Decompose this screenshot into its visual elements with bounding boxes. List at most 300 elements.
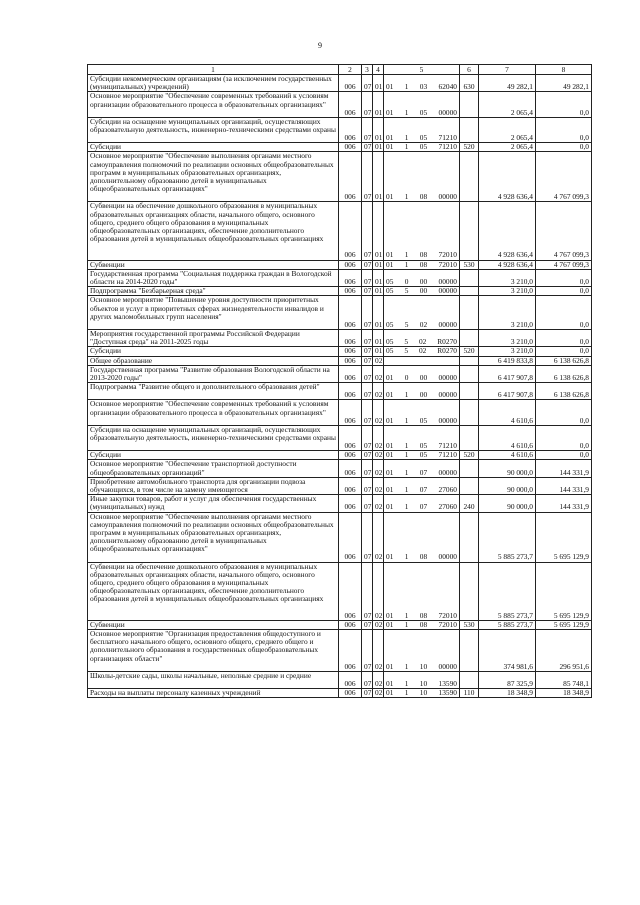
target-article-code — [386, 321, 457, 329]
table-row — [88, 269, 592, 286]
row-name-cell: Субсидии — [88, 347, 339, 356]
section-cell: 07 — [362, 620, 373, 629]
target-article-part: 01 — [386, 688, 394, 697]
target-article-part: 27060 — [438, 502, 457, 512]
row-name-cell: Субвенции на обеспечение дошкольного образования в муниципальных образовательных организациях области, начального общего, основного общего, среднего общего образования в муниципальных общеобразовательных организациях, обеспечение дополнительного образования детей в муниципальных общеобразовательных организациях — [88, 202, 339, 260]
amount-year1-cell: 4 610,6 — [479, 400, 536, 425]
target-article-part: 1 — [404, 484, 409, 494]
grbs-cell: 006 — [339, 477, 362, 494]
table-row — [88, 143, 592, 152]
amount-year2-cell: 4 767 099,3 — [536, 202, 592, 260]
section-cell: 07 — [362, 425, 373, 450]
section-cell: 07 — [362, 296, 373, 330]
subsection-cell: 01 — [373, 152, 384, 202]
target-article-code — [386, 391, 457, 399]
target-article-code — [386, 503, 457, 511]
target-article-code — [386, 134, 457, 142]
target-article-cell — [384, 287, 460, 296]
target-article-part: 13590 — [438, 678, 457, 688]
grbs-cell: 006 — [339, 75, 362, 92]
target-article-part: 1 — [404, 661, 409, 671]
table-row — [88, 451, 592, 460]
target-article-part: 00000 — [438, 390, 457, 400]
section-cell: 07 — [362, 495, 373, 512]
expense-type-cell — [460, 383, 479, 400]
target-article-part: 1 — [404, 260, 409, 269]
target-article-part: 01 — [386, 484, 394, 494]
target-article-cell — [384, 688, 460, 697]
header-cell: 8 — [536, 65, 592, 75]
target-article-cell — [384, 143, 460, 152]
target-article-part: 1 — [404, 132, 409, 142]
section-cell: 07 — [362, 260, 373, 269]
expense-type-cell: 240 — [460, 495, 479, 512]
target-article-part: 1 — [404, 678, 409, 688]
target-article-code — [386, 374, 457, 382]
target-article-part: 00000 — [438, 661, 457, 671]
grbs-cell: 006 — [339, 92, 362, 117]
subsection-cell: 01 — [373, 296, 384, 330]
target-article-cell — [384, 400, 460, 425]
row-name-cell: Субвенции на обеспечение дошкольного образования в муниципальных образовательных организациях области, начального общего, основного общего, среднего общего образования в муниципальных общеобразовательных организациях, обеспечение дополнительного образования детей в муниципальных общеобразовательных организациях — [88, 562, 339, 620]
target-article-cell — [384, 460, 460, 477]
amount-year2-cell: 0,0 — [536, 143, 592, 152]
amount-year1-cell: 5 885 273,7 — [479, 562, 536, 620]
amount-year2-cell: 5 695 129,9 — [536, 512, 592, 562]
table-row — [88, 562, 592, 620]
target-article-part: 72010 — [438, 260, 457, 269]
grbs-cell: 006 — [339, 152, 362, 202]
target-article-part: 01 — [386, 390, 394, 400]
target-article-part: 05 — [386, 286, 394, 296]
row-name-cell: Субвенции — [88, 620, 339, 629]
table-row — [88, 347, 592, 356]
amount-year1-cell: 18 348,9 — [479, 688, 536, 697]
row-name-cell: Государственная программа "Социальная поддержка граждан в Вологодской области на 2014-2020 годы" — [88, 269, 339, 286]
target-article-part: 01 — [386, 502, 394, 512]
amount-year2-cell: 0,0 — [536, 92, 592, 117]
target-article-part: 00000 — [438, 467, 457, 477]
grbs-cell: 006 — [339, 329, 362, 346]
amount-year1-cell: 2 065,4 — [479, 117, 536, 142]
target-article-part: 10 — [419, 678, 428, 688]
grbs-cell: 006 — [339, 495, 362, 512]
table-row — [88, 512, 592, 562]
subsection-cell: 01 — [373, 75, 384, 92]
expense-type-cell: 520 — [460, 451, 479, 460]
target-article-part: R0270 — [437, 346, 457, 356]
amount-year1-cell: 4 610,6 — [479, 451, 536, 460]
amount-year2-cell: 0,0 — [536, 329, 592, 346]
target-article-part: 05 — [419, 415, 428, 425]
expense-type-cell — [460, 629, 479, 671]
target-article-part: 1 — [404, 552, 409, 562]
section-cell: 07 — [362, 329, 373, 346]
target-article-part: 10 — [419, 661, 428, 671]
target-article-part: R0270 — [437, 337, 457, 347]
expense-type-cell — [460, 671, 479, 688]
header-cell: 5 — [384, 65, 460, 75]
table-row — [88, 365, 592, 382]
target-article-cell — [384, 383, 460, 400]
grbs-cell: 006 — [339, 202, 362, 260]
section-cell: 07 — [362, 202, 373, 260]
expense-type-cell — [460, 152, 479, 202]
table-row — [88, 400, 592, 425]
target-article-part: 00000 — [438, 276, 457, 286]
row-name-cell: Субсидии — [88, 143, 339, 152]
grbs-cell: 006 — [339, 383, 362, 400]
subsection-cell: 01 — [373, 202, 384, 260]
subsection-cell: 02 — [373, 425, 384, 450]
target-article-code — [386, 83, 457, 91]
section-cell: 07 — [362, 287, 373, 296]
header-cell: 4 — [373, 65, 384, 75]
target-article-part: 01 — [386, 415, 394, 425]
section-cell: 07 — [362, 671, 373, 688]
target-article-part: 27060 — [438, 484, 457, 494]
header-cell: 6 — [460, 65, 479, 75]
target-article-code — [386, 621, 457, 629]
table-row — [88, 460, 592, 477]
target-article-part: 1 — [404, 610, 409, 620]
target-article-part: 62040 — [438, 82, 457, 92]
amount-year2-cell: 49 282,1 — [536, 75, 592, 92]
row-name-cell: Основное мероприятие "Обеспечение транспортной доступности общеобразовательных организаций" — [88, 460, 339, 477]
expense-type-cell — [460, 460, 479, 477]
target-article-part: 71210 — [438, 132, 457, 142]
expense-type-cell — [460, 92, 479, 117]
target-article-part: 00000 — [438, 373, 457, 382]
amount-year1-cell: 2 065,4 — [479, 92, 536, 117]
expense-type-cell — [460, 287, 479, 296]
subsection-cell: 01 — [373, 269, 384, 286]
target-article-code — [386, 612, 457, 620]
amount-year1-cell: 4 928 636,4 — [479, 202, 536, 260]
table-row — [88, 92, 592, 117]
expense-type-cell — [460, 329, 479, 346]
section-cell: 07 — [362, 75, 373, 92]
amount-year2-cell: 0,0 — [536, 451, 592, 460]
target-article-part: 01 — [386, 260, 394, 269]
amount-year2-cell: 4 767 099,3 — [536, 152, 592, 202]
amount-year2-cell: 85 748,1 — [536, 671, 592, 688]
subsection-cell: 02 — [373, 495, 384, 512]
target-article-cell — [384, 117, 460, 142]
amount-year2-cell: 0,0 — [536, 269, 592, 286]
amount-year1-cell: 6 419 833,8 — [479, 356, 536, 365]
target-article-part: 01 — [386, 192, 394, 202]
target-article-part: 72010 — [438, 610, 457, 620]
target-article-cell — [384, 347, 460, 356]
row-name-cell: Школы-детские сады, школы начальные, неполные средние и средние — [88, 671, 339, 688]
target-article-cell — [384, 202, 460, 260]
subsection-cell: 01 — [373, 260, 384, 269]
target-article-code — [386, 417, 457, 425]
target-article-part: 00000 — [438, 319, 457, 329]
table-row — [88, 477, 592, 494]
expense-type-cell — [460, 477, 479, 494]
row-name-cell: Основное мероприятие "Повышение уровня доступности приоритетных объектов и услуг в приоритетных сферах жизнедеятельности инвалидов и других маломобильных групп населения" — [88, 296, 339, 330]
target-article-part: 71210 — [438, 450, 457, 460]
header-cell: 1 — [88, 65, 339, 75]
grbs-cell: 006 — [339, 117, 362, 142]
amount-year1-cell: 90 000,0 — [479, 477, 536, 494]
section-cell: 07 — [362, 688, 373, 697]
page-number: 9 — [318, 41, 322, 50]
target-article-part: 00 — [419, 276, 428, 286]
target-article-part: 01 — [386, 450, 394, 460]
target-article-code — [386, 109, 457, 117]
expense-type-cell — [460, 425, 479, 450]
target-article-cell — [384, 365, 460, 382]
amount-year1-cell: 90 000,0 — [479, 495, 536, 512]
grbs-cell: 006 — [339, 260, 362, 269]
amount-year2-cell: 5 695 129,9 — [536, 562, 592, 620]
table-row — [88, 383, 592, 400]
grbs-cell: 006 — [339, 365, 362, 382]
subsection-cell: 02 — [373, 383, 384, 400]
expense-type-cell — [460, 296, 479, 330]
target-article-part: 1 — [404, 390, 409, 400]
target-article-part: 1 — [404, 502, 409, 512]
target-article-code — [386, 287, 457, 295]
table-row — [88, 75, 592, 92]
row-name-cell: Расходы на выплаты персоналу казенных учреждений — [88, 688, 339, 697]
target-article-cell — [384, 451, 460, 460]
target-article-part: 01 — [386, 467, 394, 477]
row-name-cell: Подпрограмма "Безбарьерная среда" — [88, 287, 339, 296]
target-article-part: 1 — [404, 688, 409, 697]
amount-year2-cell: 144 331,9 — [536, 495, 592, 512]
target-article-cell — [384, 356, 460, 365]
amount-year1-cell: 2 065,4 — [479, 143, 536, 152]
amount-year2-cell: 0,0 — [536, 287, 592, 296]
target-article-part: 00000 — [438, 415, 457, 425]
subsection-cell: 01 — [373, 117, 384, 142]
target-article-part: 1 — [404, 142, 409, 152]
subsection-cell: 02 — [373, 356, 384, 365]
target-article-part: 01 — [386, 373, 394, 382]
row-name-cell: Основное мероприятие "Обеспечение выполнения органами местного самоуправления полномочий по реализации основных общеобразовательных программ в муниципальных образовательных организациях, дополнительному образованию детей в муниципальных общеобразовательных организациях" — [88, 512, 339, 562]
table-row — [88, 117, 592, 142]
target-article-code — [386, 251, 457, 259]
grbs-cell: 006 — [339, 620, 362, 629]
target-article-part: 01 — [386, 82, 394, 92]
header-cell: 7 — [479, 65, 536, 75]
target-article-part: 08 — [419, 610, 428, 620]
target-article-code — [386, 193, 457, 201]
grbs-cell: 006 — [339, 143, 362, 152]
target-article-part: 5 — [404, 319, 409, 329]
section-cell: 07 — [362, 117, 373, 142]
amount-year2-cell: 0,0 — [536, 425, 592, 450]
target-article-cell — [384, 495, 460, 512]
row-name-cell: Субсидии — [88, 451, 339, 460]
section-cell: 07 — [362, 629, 373, 671]
target-article-part: 01 — [386, 250, 394, 260]
target-article-part: 71210 — [438, 142, 457, 152]
target-article-part: 05 — [386, 346, 394, 356]
grbs-cell: 006 — [339, 562, 362, 620]
target-article-part: 00 — [419, 390, 428, 400]
row-name-cell: Мероприятия государственной программы Российской Федерации "Доступная среда" на 2011-2025 годы — [88, 329, 339, 346]
target-article-part: 01 — [386, 142, 394, 152]
target-article-code — [386, 680, 457, 688]
subsection-cell: 02 — [373, 688, 384, 697]
target-article-part: 1 — [404, 192, 409, 202]
grbs-cell: 006 — [339, 688, 362, 697]
amount-year1-cell: 4 928 636,4 — [479, 152, 536, 202]
table-row — [88, 495, 592, 512]
row-name-cell: Основное мероприятие "Обеспечение современных требований к условиям организации образовательного процесса в образовательных организациях" — [88, 400, 339, 425]
target-article-part: 1 — [404, 450, 409, 460]
table-row — [88, 296, 592, 330]
row-name-cell: Субсидии некоммерческим организациям (за исключением государственных (муниципальных) учреждений) — [88, 75, 339, 92]
target-article-part: 05 — [386, 276, 394, 286]
subsection-cell: 02 — [373, 512, 384, 562]
amount-year2-cell: 6 138 626,8 — [536, 365, 592, 382]
target-article-cell — [384, 620, 460, 629]
subsection-cell: 02 — [373, 671, 384, 688]
row-name-cell: Государственная программа "Развитие образования Вологодской области на 2013-2020 годы" — [88, 365, 339, 382]
target-article-part: 00 — [419, 373, 428, 382]
amount-year1-cell: 3 210,0 — [479, 269, 536, 286]
target-article-part: 01 — [386, 661, 394, 671]
section-cell: 07 — [362, 152, 373, 202]
row-name-cell: Подпрограмма "Развитие общего и дополнительного образования детей" — [88, 383, 339, 400]
target-article-part: 72010 — [438, 620, 457, 629]
expense-type-cell — [460, 512, 479, 562]
expense-type-cell: 520 — [460, 347, 479, 356]
section-cell: 07 — [362, 451, 373, 460]
subsection-cell: 02 — [373, 562, 384, 620]
row-name-cell: Субвенции — [88, 260, 339, 269]
expense-type-cell — [460, 365, 479, 382]
target-article-part: 5 — [404, 286, 409, 296]
subsection-cell: 02 — [373, 451, 384, 460]
grbs-cell: 006 — [339, 425, 362, 450]
target-article-part: 01 — [386, 678, 394, 688]
expense-type-cell: 530 — [460, 620, 479, 629]
target-article-part: 05 — [419, 132, 428, 142]
expense-type-cell: 530 — [460, 260, 479, 269]
target-article-part: 1 — [404, 250, 409, 260]
target-article-part: 08 — [419, 552, 428, 562]
subsection-cell: 02 — [373, 477, 384, 494]
row-name-cell: Основное мероприятие "Организация предоставления общедоступного и бесплатного начального общего, основного общего, среднего общего и дополнительного образования в государственных общеобразовательных организациях области" — [88, 629, 339, 671]
table-row — [88, 260, 592, 269]
target-article-part: 02 — [418, 337, 427, 347]
expense-type-cell — [460, 269, 479, 286]
table-row — [88, 152, 592, 202]
target-article-part: 05 — [419, 107, 428, 117]
target-article-code — [386, 278, 457, 286]
row-name-cell: Приобретение автомобильного транспорта для организации подвоза обучающихся, в том числе на замену имеющегося — [88, 477, 339, 494]
target-article-part: 13590 — [438, 688, 457, 697]
section-cell: 07 — [362, 347, 373, 356]
target-article-part: 1 — [404, 415, 409, 425]
subsection-cell: 02 — [373, 400, 384, 425]
grbs-cell: 006 — [339, 269, 362, 286]
row-name-cell: Основное мероприятие "Обеспечение выполнения органами местного самоуправления полномочий по реализации основных общеобразовательных программ в муниципальных образовательных организациях, дополнительному образованию детей в муниципальных общеобразовательных организациях" — [88, 152, 339, 202]
expense-type-cell: 110 — [460, 688, 479, 697]
section-cell: 07 — [362, 512, 373, 562]
target-article-part: 1 — [404, 82, 409, 92]
amount-year1-cell: 3 210,0 — [479, 296, 536, 330]
amount-year1-cell: 4 928 636,4 — [479, 260, 536, 269]
amount-year1-cell: 5 885 273,7 — [479, 620, 536, 629]
subsection-cell: 02 — [373, 629, 384, 671]
target-article-code — [386, 442, 457, 450]
amount-year2-cell: 5 695 129,9 — [536, 620, 592, 629]
target-article-part: 00000 — [438, 286, 457, 296]
section-cell: 07 — [362, 356, 373, 365]
grbs-cell: 006 — [339, 296, 362, 330]
target-article-cell — [384, 477, 460, 494]
target-article-code — [386, 347, 457, 355]
amount-year2-cell: 0,0 — [536, 400, 592, 425]
subsection-cell: 02 — [373, 460, 384, 477]
table-row — [88, 425, 592, 450]
target-article-part: 1 — [404, 620, 409, 629]
amount-year1-cell: 49 282,1 — [479, 75, 536, 92]
table-header-row — [88, 65, 592, 75]
amount-year1-cell: 87 325,9 — [479, 671, 536, 688]
target-article-code — [386, 689, 457, 697]
target-article-part: 02 — [419, 319, 428, 329]
subsection-cell: 01 — [373, 92, 384, 117]
target-article-cell — [384, 671, 460, 688]
subsection-cell: 02 — [373, 620, 384, 629]
target-article-part: 1 — [404, 440, 409, 450]
target-article-cell — [384, 329, 460, 346]
section-cell: 07 — [362, 92, 373, 117]
header-cell: 3 — [362, 65, 373, 75]
target-article-cell — [384, 296, 460, 330]
grbs-cell: 006 — [339, 512, 362, 562]
budget-table — [87, 64, 592, 698]
table-row — [88, 356, 592, 365]
target-article-part: 72010 — [438, 250, 457, 260]
section-cell: 07 — [362, 365, 373, 382]
expense-type-cell — [460, 562, 479, 620]
expense-type-cell: 630 — [460, 75, 479, 92]
target-article-cell — [384, 92, 460, 117]
amount-year2-cell: 18 348,9 — [536, 688, 592, 697]
target-article-part: 5 — [404, 346, 409, 356]
table-row — [88, 329, 592, 346]
amount-year1-cell: 3 210,0 — [479, 287, 536, 296]
target-article-part: 01 — [386, 552, 394, 562]
target-article-code — [386, 469, 457, 477]
target-article-part: 00000 — [438, 192, 457, 202]
table-row — [88, 620, 592, 629]
target-article-part: 0 — [404, 276, 409, 286]
target-article-part: 1 — [404, 107, 409, 117]
section-cell: 07 — [362, 383, 373, 400]
section-cell: 07 — [362, 400, 373, 425]
header-cell: 2 — [339, 65, 362, 75]
target-article-part: 00000 — [438, 107, 457, 117]
row-name-cell: Субсидии на оснащение муниципальных организаций, осуществляющих образовательную деятельность, инженерно-техническими средствами охраны — [88, 117, 339, 142]
amount-year2-cell: 4 767 099,3 — [536, 260, 592, 269]
row-name-cell: Общее образование — [88, 356, 339, 365]
target-article-part: 01 — [386, 132, 394, 142]
target-article-cell — [384, 629, 460, 671]
target-article-code — [386, 338, 457, 346]
amount-year1-cell: 3 210,0 — [479, 347, 536, 356]
